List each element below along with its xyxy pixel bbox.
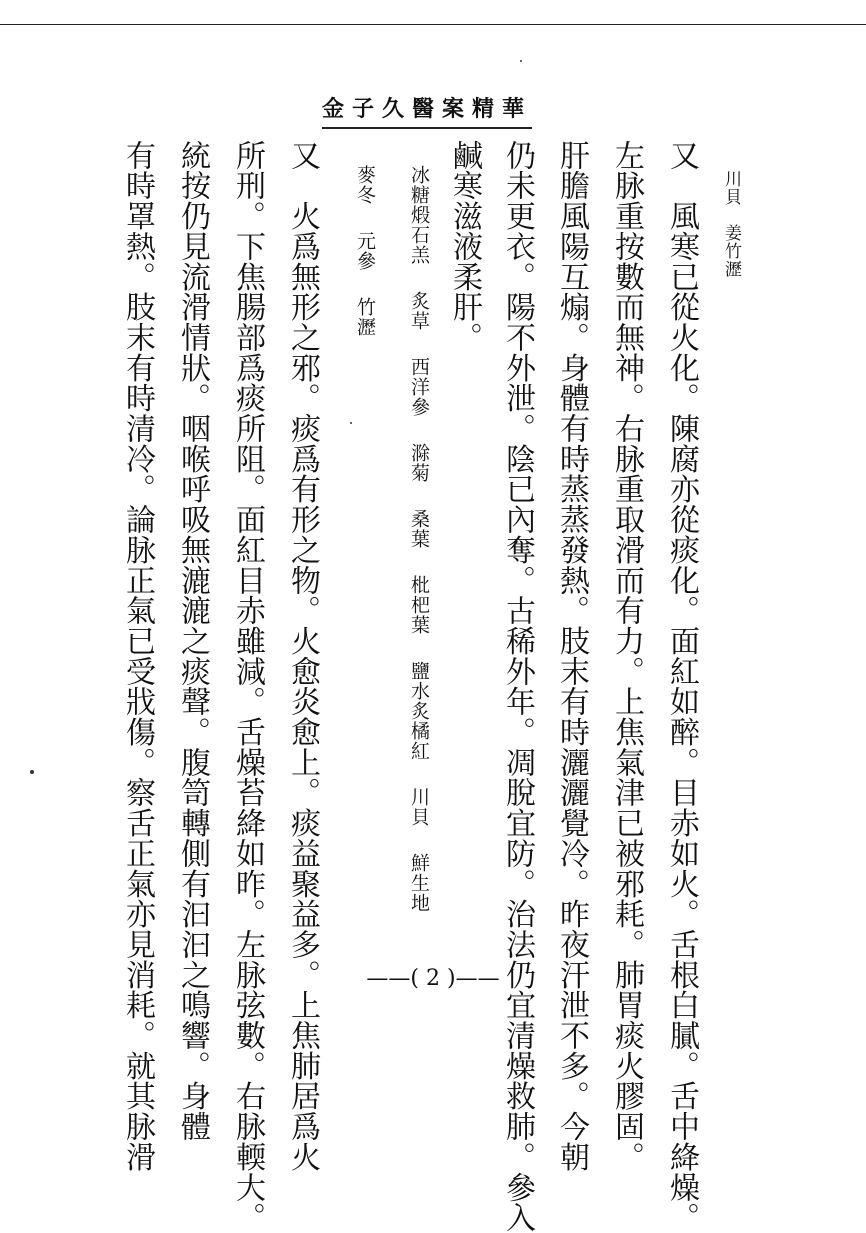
text-column: 又 火爲無形之邪。痰爲有形之物。火愈炎愈上。痰益聚益多。上焦肺居爲火 <box>285 140 320 1172</box>
scan-speck <box>520 60 522 62</box>
prescription-herbs-2 <box>338 165 376 885</box>
text-column: 川貝 姜竹瀝 <box>721 170 741 278</box>
page-number: ——( 2 )—— <box>366 966 500 991</box>
text-column: 有時罩熱。肢末有時清冷。論脉正氣已受戕傷。察舌正氣亦見消耗。就其脉滑 <box>120 140 155 1172</box>
herb-item: 川貝 <box>408 787 430 827</box>
herb-item: 竹瀝 <box>354 297 376 337</box>
herb-item: 炙草 <box>408 291 430 331</box>
herb-item: 冰糖煅石羔 <box>408 165 430 265</box>
herb-item: 西洋參 <box>408 357 430 417</box>
herb-item: 枇杷葉 <box>408 575 430 635</box>
herb-item: 滁菊 <box>408 443 430 483</box>
prescription-herbs-1 <box>392 165 430 913</box>
text-column: 又 風寒已從火化。陳腐亦從痰化。面紅如醉。目赤如火。舌根白膩。舌中絳燥。 <box>664 140 699 1233</box>
herb-item: 鹽水炙橘紅 <box>408 661 430 761</box>
herb-item: 桑葉 <box>408 509 430 549</box>
top-rule <box>0 24 866 25</box>
text-column: 肝膽風陽互煽。身體有時蒸蒸發熱。肢末有時灑灑覺冷。昨夜汗泄不多。今朝 <box>554 140 589 1172</box>
text-column: 仍未更衣。陽不外泄。陰已內奪。古稀外年。凋脫宜防。治法仍宜清燥救肺。參入 <box>500 140 535 1233</box>
text-column: 鹹寒滋液柔肝。 <box>447 140 482 353</box>
scan-speck <box>30 770 34 774</box>
text-column: 所刑。下焦腸部爲痰所阻。面紅目赤雖減。舌燥苔絳如昨。左脉弦數。右脉輭大。 <box>230 140 265 1233</box>
herb-item: 鮮生地 <box>408 853 430 913</box>
text-column: 左脉重按數而無神。右脉重取滑而有力。上焦氣津已被邪耗。肺胃痰火膠固。 <box>609 140 644 1172</box>
herb-item: 麥冬 <box>354 165 376 205</box>
running-title: 金子久醫案精華 <box>322 92 532 129</box>
herb-item: 元參 <box>354 231 376 271</box>
text-column: 統按仍見流滑情狀。咽喉呼吸無漉漉之痰聲。腹笥轉側有汩汩之鳴響。身體 <box>175 140 210 1142</box>
